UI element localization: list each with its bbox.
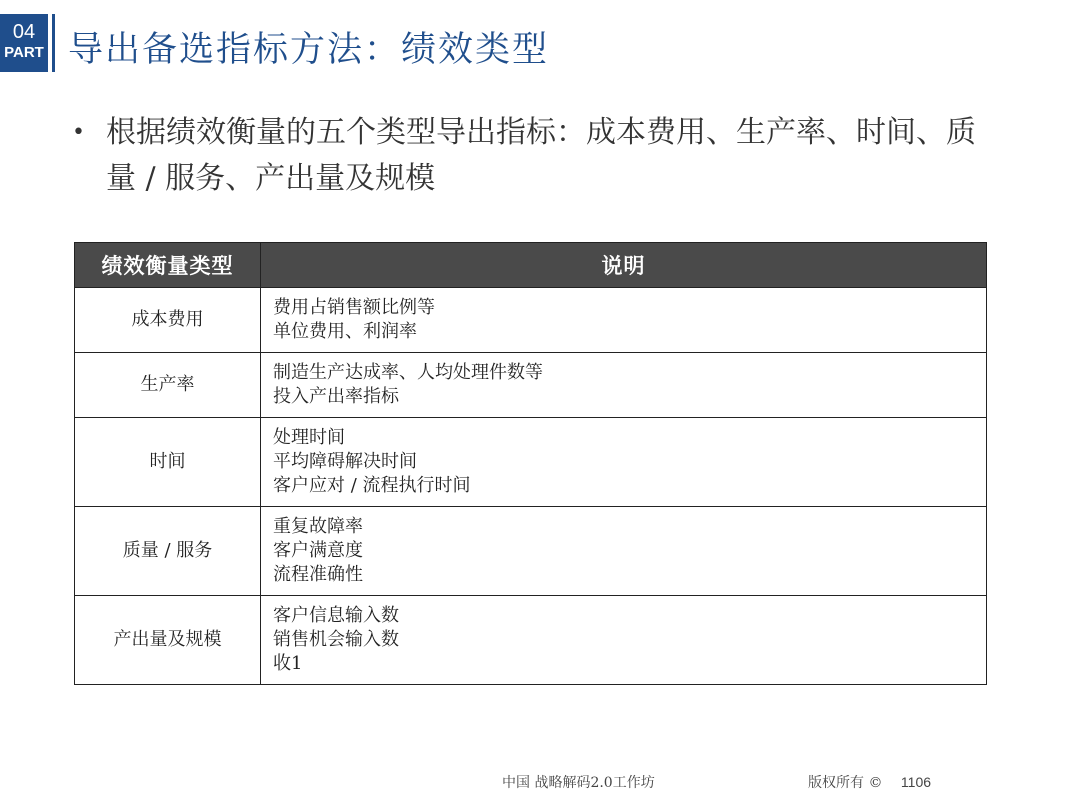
table-row xyxy=(75,507,987,596)
description-cell xyxy=(261,418,987,507)
page-title: 导出备选指标方法：绩效类型 xyxy=(68,30,550,70)
footer-copyright xyxy=(808,772,931,792)
type-cell: 成本费用 xyxy=(75,288,261,353)
bullet-point xyxy=(72,110,1002,202)
description-line: 单位费用、利润率 xyxy=(273,321,417,342)
part-badge xyxy=(0,14,48,72)
part-number: 04 xyxy=(12,21,36,43)
copyright-text: 版权所有 © xyxy=(808,775,883,791)
metrics-table xyxy=(74,242,987,685)
part-label: PART xyxy=(4,44,44,61)
description-line: 销售机会输入数 xyxy=(273,629,399,650)
description-line: 流程准确性 xyxy=(273,564,363,585)
description-line: 重复故障率 xyxy=(273,516,363,537)
bullet-dot-icon: • xyxy=(72,120,85,145)
page-number: 1106 xyxy=(900,774,932,790)
description-line: 客户信息输入数 xyxy=(273,605,399,626)
description-line: 制造生产达成率、人均处理件数等 xyxy=(273,362,543,383)
description-cell xyxy=(261,353,987,418)
column-header-type: 绩效衡量类型 xyxy=(75,243,261,288)
description-line: 处理时间 xyxy=(273,427,345,448)
description-line: 平均障碍解决时间 xyxy=(273,451,417,472)
description-line: 客户应对 / 流程执行时间 xyxy=(273,475,471,496)
description-cell xyxy=(261,288,987,353)
table-row xyxy=(75,353,987,418)
description-cell xyxy=(261,596,987,685)
column-header-description: 说明 xyxy=(261,243,987,288)
table-row xyxy=(75,418,987,507)
bullet-text: 根据绩效衡量的五个类型导出指标：成本费用、生产率、时间、质量 / 服务、产出量及规模 xyxy=(106,115,976,196)
table-row xyxy=(75,288,987,353)
description-line: 客户满意度 xyxy=(273,540,363,561)
badge-divider xyxy=(52,14,55,72)
footer-workshop: 中国 战略解码2.0工作坊 xyxy=(502,775,655,791)
description-line: 费用占销售额比例等 xyxy=(273,297,435,318)
type-cell: 时间 xyxy=(75,418,261,507)
description-cell xyxy=(261,507,987,596)
table-row xyxy=(75,596,987,685)
type-cell: 产出量及规模 xyxy=(75,596,261,685)
type-cell: 质量 / 服务 xyxy=(75,507,261,596)
type-cell: 生产率 xyxy=(75,353,261,418)
table-header-row xyxy=(75,243,987,288)
description-line: 收1 xyxy=(273,653,303,674)
description-line: 投入产出率指标 xyxy=(273,386,399,407)
